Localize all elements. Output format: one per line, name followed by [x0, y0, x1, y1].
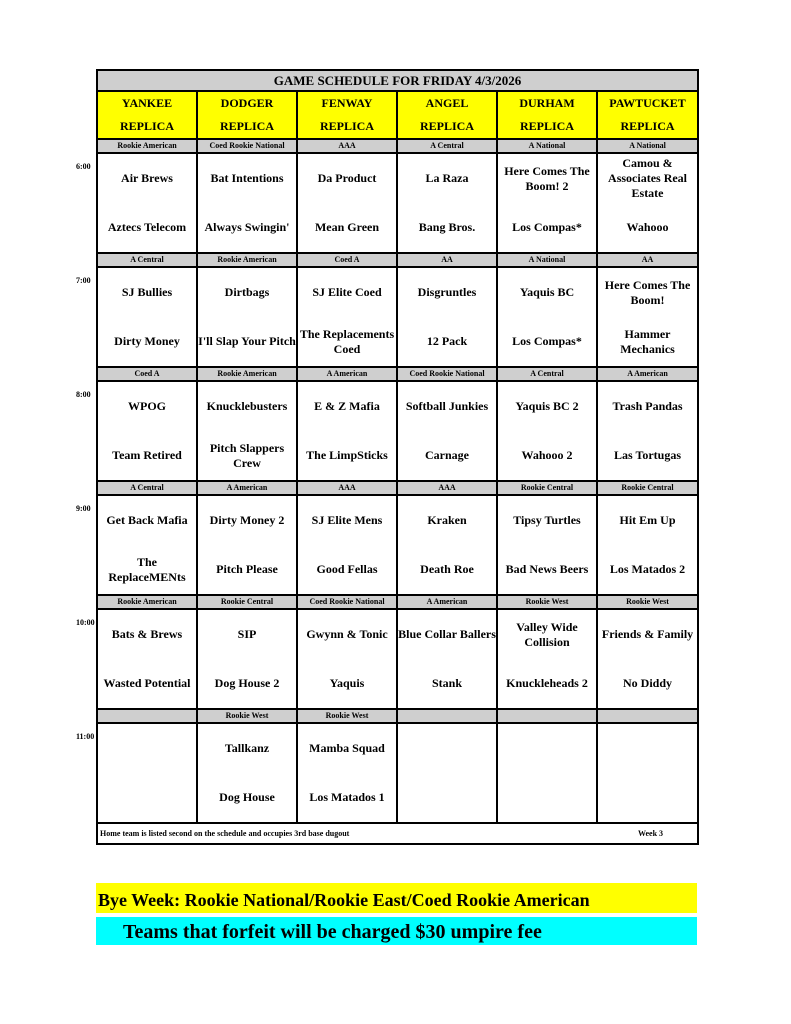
- field-header: [197, 91, 297, 139]
- division-row: [97, 139, 698, 153]
- division-label: AA: [597, 253, 698, 267]
- field-header: [597, 91, 698, 139]
- team-away: Bats & Brews: [97, 609, 197, 659]
- division-label: Rookie American: [97, 139, 197, 153]
- schedule-sheet: [96, 69, 697, 845]
- field-name: YANKEE: [121, 96, 173, 110]
- team-away: [597, 723, 698, 773]
- game-row-away: [97, 381, 698, 431]
- team-away: SJ Elite Mens: [297, 495, 397, 545]
- division-label: A American: [597, 367, 698, 381]
- team-away: Camou & Associates Real Estate: [597, 153, 698, 203]
- game-row-home: [97, 545, 698, 595]
- team-home: Dog House: [197, 773, 297, 823]
- team-home: Yaquis: [297, 659, 397, 709]
- time-label: 6:00: [76, 162, 91, 171]
- division-label: A National: [497, 253, 597, 267]
- division-label: Rookie Central: [197, 595, 297, 609]
- team-home: [497, 773, 597, 823]
- team-home: The LimpSticks: [297, 431, 397, 481]
- team-home: [597, 773, 698, 823]
- game-row-away: [97, 153, 698, 203]
- division-label: Coed Rookie National: [297, 595, 397, 609]
- field-header: [397, 91, 497, 139]
- team-home: The Replacements Coed: [297, 317, 397, 367]
- team-away: SJ Elite Coed: [297, 267, 397, 317]
- field-subtitle: REPLICA: [319, 119, 374, 133]
- team-away: Yaquis BC 2: [497, 381, 597, 431]
- team-away: Bat Intentions: [197, 153, 297, 203]
- division-label: Coed A: [97, 367, 197, 381]
- team-home: Los Matados 1: [297, 773, 397, 823]
- team-away: Knucklebusters: [197, 381, 297, 431]
- division-label: Rookie American: [197, 367, 297, 381]
- field-header: [97, 91, 197, 139]
- division-row: [97, 367, 698, 381]
- team-away: Mamba Squad: [297, 723, 397, 773]
- team-home: Knuckleheads 2: [497, 659, 597, 709]
- team-away: [397, 723, 497, 773]
- team-home: The ReplaceMENts: [97, 545, 197, 595]
- team-away: Gwynn & Tonic: [297, 609, 397, 659]
- division-label: A National: [597, 139, 698, 153]
- field-name: PAWTUCKET: [609, 96, 686, 110]
- game-row-home: [97, 317, 698, 367]
- time-label: 10:00: [76, 618, 95, 627]
- division-label: Coed Rookie National: [397, 367, 497, 381]
- team-home: Las Tortugas: [597, 431, 698, 481]
- schedule-title: GAME SCHEDULE FOR FRIDAY 4/3/2026: [97, 70, 698, 91]
- division-label: Rookie West: [497, 595, 597, 609]
- division-label: A Central: [397, 139, 497, 153]
- team-away: Yaquis BC: [497, 267, 597, 317]
- field-name: FENWAY: [321, 96, 373, 110]
- team-home: Bad News Beers: [497, 545, 597, 595]
- team-home: [97, 773, 197, 823]
- division-label: [497, 709, 597, 723]
- team-away: Tallkanz: [197, 723, 297, 773]
- game-row-home: [97, 773, 698, 823]
- team-home: Wahooo: [597, 203, 698, 253]
- division-row: [97, 481, 698, 495]
- division-label: A Central: [97, 253, 197, 267]
- division-label: [597, 709, 698, 723]
- team-home: Bang Bros.: [397, 203, 497, 253]
- game-row-away: [97, 267, 698, 317]
- team-home: [397, 773, 497, 823]
- team-away: SJ Bullies: [97, 267, 197, 317]
- division-label: A Central: [97, 481, 197, 495]
- division-label: Rookie American: [197, 253, 297, 267]
- team-home: Team Retired: [97, 431, 197, 481]
- game-row-home: [97, 203, 698, 253]
- division-label: Rookie American: [97, 595, 197, 609]
- team-home: Always Swingin': [197, 203, 297, 253]
- division-row: [97, 709, 698, 723]
- team-home: Death Roe: [397, 545, 497, 595]
- team-home: Carnage: [397, 431, 497, 481]
- division-label: [97, 709, 197, 723]
- team-home: Pitch Please: [197, 545, 297, 595]
- division-label: AAA: [297, 139, 397, 153]
- team-away: Get Back Mafia: [97, 495, 197, 545]
- division-label: [397, 709, 497, 723]
- division-label: A National: [497, 139, 597, 153]
- division-label: Rookie Central: [597, 481, 698, 495]
- team-away: Blue Collar Ballers: [397, 609, 497, 659]
- team-home: Los Compas*: [497, 203, 597, 253]
- team-home: Wahooo 2: [497, 431, 597, 481]
- team-away: Air Brews: [97, 153, 197, 203]
- division-label: A American: [297, 367, 397, 381]
- team-home: Los Compas*: [497, 317, 597, 367]
- team-away: Tipsy Turtles: [497, 495, 597, 545]
- division-label: A American: [197, 481, 297, 495]
- team-away: [497, 723, 597, 773]
- division-label: Rookie West: [597, 595, 698, 609]
- division-label: AAA: [297, 481, 397, 495]
- field-name: DURHAM: [519, 96, 575, 110]
- division-label: AA: [397, 253, 497, 267]
- team-away: Here Comes The Boom!: [597, 267, 698, 317]
- field-subtitle: REPLICA: [119, 119, 174, 133]
- field-subtitle: REPLICA: [219, 119, 274, 133]
- time-label: 7:00: [76, 276, 91, 285]
- team-home: Stank: [397, 659, 497, 709]
- team-away: [97, 723, 197, 773]
- schedule-table: [96, 69, 699, 845]
- team-home: Pitch Slappers Crew: [197, 431, 297, 481]
- team-away: La Raza: [397, 153, 497, 203]
- team-home: Dog House 2: [197, 659, 297, 709]
- team-away: Kraken: [397, 495, 497, 545]
- team-away: WPOG: [97, 381, 197, 431]
- division-row: [97, 253, 698, 267]
- week-label: Week 3: [637, 829, 664, 838]
- field-header: [297, 91, 397, 139]
- time-label: 8:00: [76, 390, 91, 399]
- division-label: A Central: [497, 367, 597, 381]
- field-header: [497, 91, 597, 139]
- field-subtitle: REPLICA: [519, 119, 574, 133]
- game-row-home: [97, 659, 698, 709]
- team-away: Da Product: [297, 153, 397, 203]
- division-label: Coed Rookie National: [197, 139, 297, 153]
- field-name: DODGER: [220, 96, 274, 110]
- team-away: Friends & Family: [597, 609, 698, 659]
- team-away: E & Z Mafia: [297, 381, 397, 431]
- footer-note-cell: [97, 823, 698, 844]
- field-name: ANGEL: [425, 96, 469, 110]
- forfeit-notice: Teams that forfeit will be charged $30 umpire fee: [96, 917, 697, 945]
- field-subtitle: REPLICA: [419, 119, 474, 133]
- team-away: Disgruntles: [397, 267, 497, 317]
- field-header-row: [97, 91, 698, 139]
- game-row-home: [97, 431, 698, 481]
- team-home: Hammer Mechanics: [597, 317, 698, 367]
- team-home: I'll Slap Your Pitch: [197, 317, 297, 367]
- team-away: Trash Pandas: [597, 381, 698, 431]
- game-row-away: [97, 723, 698, 773]
- team-away: Here Comes The Boom! 2: [497, 153, 597, 203]
- team-away: Dirty Money 2: [197, 495, 297, 545]
- team-away: SIP: [197, 609, 297, 659]
- team-home: Aztecs Telecom: [97, 203, 197, 253]
- division-label: AAA: [397, 481, 497, 495]
- division-label: Coed A: [297, 253, 397, 267]
- field-subtitle: REPLICA: [620, 119, 675, 133]
- bye-week-banner: Bye Week: Rookie National/Rookie East/Coed Rookie American: [96, 883, 697, 913]
- team-home: Dirty Money: [97, 317, 197, 367]
- team-away: Dirtbags: [197, 267, 297, 317]
- game-row-away: [97, 609, 698, 659]
- division-row: [97, 595, 698, 609]
- time-label: 9:00: [76, 504, 91, 513]
- game-row-away: [97, 495, 698, 545]
- home-team-note: Home team is listed second on the schedule and occupies 3rd base dugout: [100, 829, 350, 838]
- team-home: Los Matados 2: [597, 545, 698, 595]
- division-label: Rookie West: [197, 709, 297, 723]
- team-home: No Diddy: [597, 659, 698, 709]
- team-home: Mean Green: [297, 203, 397, 253]
- division-label: Rookie West: [297, 709, 397, 723]
- division-label: Rookie Central: [497, 481, 597, 495]
- time-label: 11:00: [76, 732, 95, 741]
- team-home: Good Fellas: [297, 545, 397, 595]
- team-away: Hit Em Up: [597, 495, 698, 545]
- team-away: Softball Junkies: [397, 381, 497, 431]
- team-home: 12 Pack: [397, 317, 497, 367]
- division-label: A American: [397, 595, 497, 609]
- team-home: Wasted Potential: [97, 659, 197, 709]
- team-away: Valley Wide Collision: [497, 609, 597, 659]
